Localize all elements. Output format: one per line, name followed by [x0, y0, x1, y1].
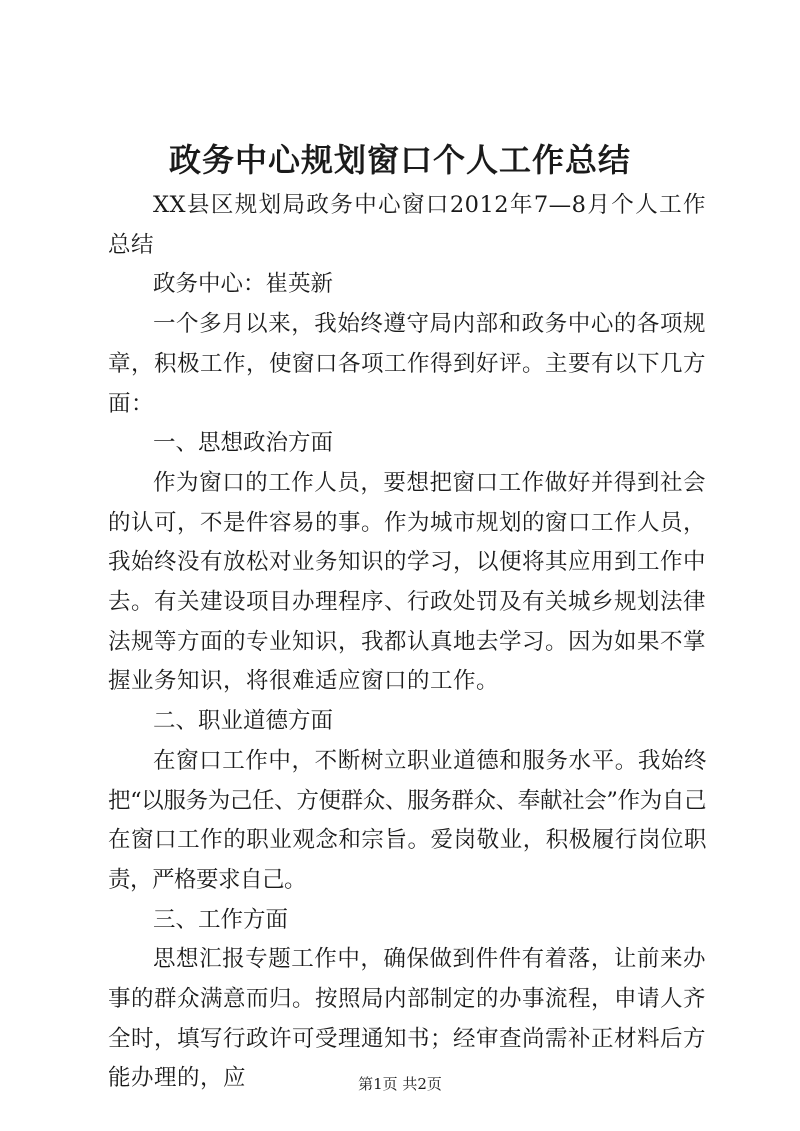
section-heading-ethics: 二、职业道德方面 [153, 708, 334, 735]
author-line: 政务中心：崔英新 [153, 271, 334, 298]
paragraph-ethics: 在窗口工作中，不断树立职业道德和服务水平。我始终把“以服务为己任、方便群众、服务群众、奉献社会”作为自己在窗口工作的职业观念和宗旨。爱岗敬业，积极履行岗位职责，严格要求自己。 [108, 747, 706, 893]
document-title: 政务中心规划窗口个人工作总结 [168, 141, 631, 179]
page-footer: 第1页 共2页 [358, 1075, 442, 1093]
intro-paragraph: 一个多月以来，我始终遵守局内部和政务中心的各项规章，积极工作，使窗口各项工作得到好评。主要有以下几方面： [108, 311, 707, 417]
paragraph-work: 思想汇报专题工作中，确保做到件件有着落，让前来办事的群众满意而归。按照局内部制定的办事流程，申请人齐全时，填写行政许可受理通知书；经审查尚需补正材料后方能办理的，应 [108, 946, 707, 1092]
section-heading-ideology: 一、思想政治方面 [153, 430, 334, 457]
document-body [108, 186, 706, 1099]
subtitle-line: XX县区规划局政务中心窗口2012年7—8月个人工作总结 [108, 192, 706, 258]
paragraph-ideology: 作为窗口的工作人员，要想把窗口工作做好并得到社会的认可，不是件容易的事。作为城市规划的窗口工作人员，我始终没有放松对业务知识的学习，以便将其应用到工作中去。有关建设项目办理程序、行政处罚及有关城乡规划法律法规等方面的专业知识，我都认真地去学习。因为如果不掌握业务知识，将很难适应窗口的工作。 [108, 469, 707, 695]
section-heading-work: 三、工作方面 [153, 906, 289, 933]
